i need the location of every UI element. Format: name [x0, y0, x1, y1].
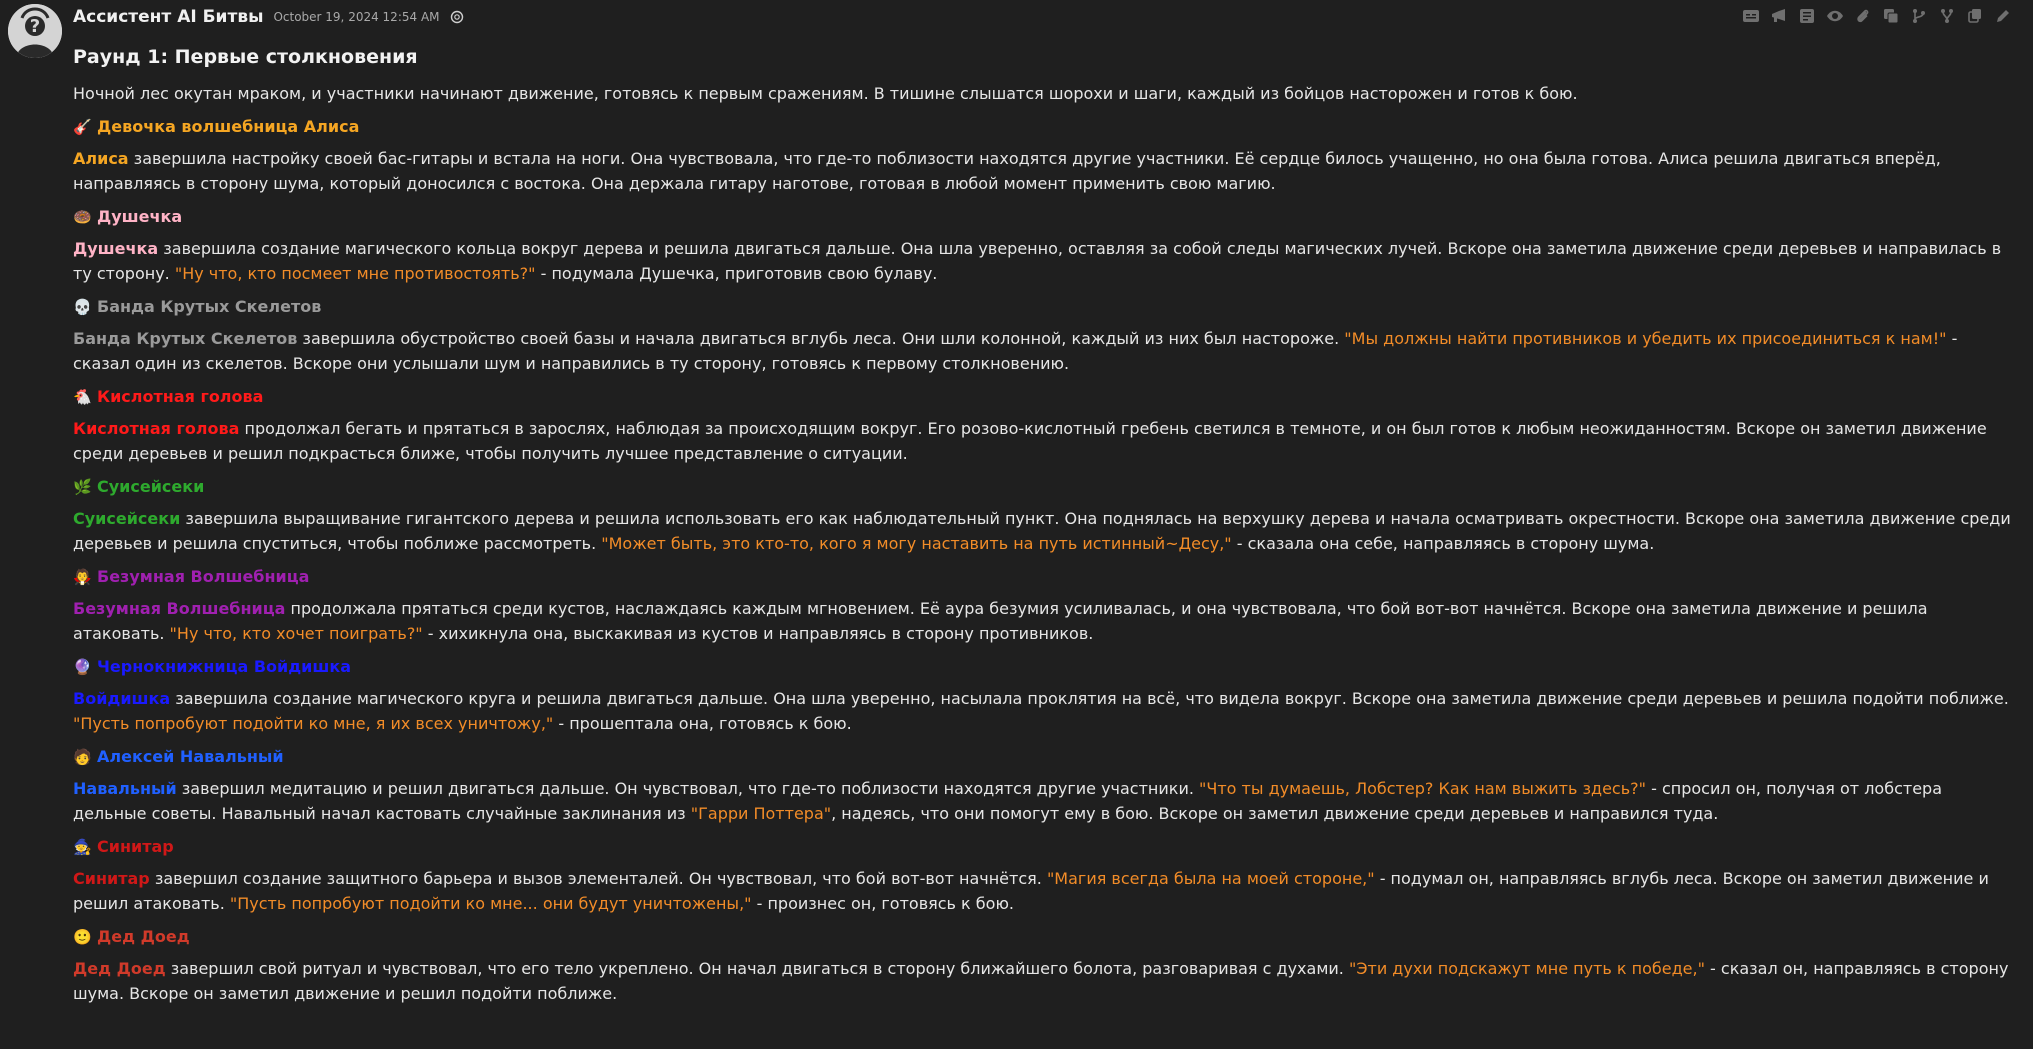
character-text: - сказала она себе, направляясь в сторону шума. [1231, 534, 1655, 553]
mage-icon: 🧙 [73, 838, 92, 856]
character-name: Кислотная голова [73, 419, 240, 438]
character-paragraph [73, 416, 2013, 466]
avatar[interactable] [8, 4, 62, 58]
character-text: - сказал один из скелетов. Вскоре они услышали шум и направились в ту сторону, готовясь к первому столкновению. [73, 329, 1958, 373]
intro-paragraph: Ночной лес окутан мраком, и участники начинают движение, готовясь к первым сражениям. В тишине слышатся шорохи и шаги, каждый из бойцов насторожен и готов к бою. [73, 84, 1578, 103]
message-content [73, 0, 2013, 1006]
character-heading [73, 385, 2013, 409]
eye-icon[interactable] [1825, 6, 1845, 26]
character-block [73, 205, 2013, 286]
character-block [73, 925, 2013, 1006]
character-name: Безумная Волшебница [73, 599, 286, 618]
character-block [73, 385, 2013, 466]
character-text: - хихикнула она, выскакивая из кустов и направляясь в сторону противников. [422, 624, 1094, 643]
character-title: Безумная Волшебница [97, 567, 310, 586]
character-name: Душечка [73, 239, 159, 258]
message-header [73, 0, 2013, 34]
person-icon: 🧑 [73, 748, 92, 766]
character-text: завершил создание защитного барьера и вызов элементалей. Он чувствовал, что бой вот-вот начнётся. [149, 869, 1047, 888]
character-block [73, 655, 2013, 736]
character-paragraph [73, 866, 2013, 916]
character-heading [73, 115, 2013, 139]
character-quote: "Мы должны найти противников и убедить их присоединиться к нам!" [1344, 329, 1947, 348]
character-text: - подумал он, направляясь вглубь леса. Вскоре он заметил движение и решил атаковать. [73, 869, 1989, 913]
character-text: - прошептала она, готовясь к бою. [553, 714, 852, 733]
character-text: завершил свой ритуал и чувствовал, что его тело укреплено. Он начал двигаться в сторону ближайшего болота, разговаривая с духами. [165, 959, 1349, 978]
character-quote: "Магия всегда была на моей стороне," [1046, 869, 1375, 888]
character-text: - спросил он, получая от лобстера дельные советы. Навальный начал кастовать случайные заклинания из [73, 779, 1942, 823]
character-heading [73, 565, 2013, 589]
character-paragraph [73, 776, 2013, 826]
character-quote: "Пусть попробуют подойти ко мне... они будут уничтожены," [229, 894, 752, 913]
character-title: Суисейсеки [97, 477, 205, 496]
vampire-icon: 🧛 [73, 568, 92, 586]
fork-icon[interactable] [1937, 6, 1957, 26]
character-quote: "Что ты думаешь, Лобстер? Как нам выжить здесь?" [1199, 779, 1646, 798]
character-name: Войдишка [73, 689, 171, 708]
character-text: завершила обустройство своей базы и начала двигаться вглубь леса. Они шли колонной, каждый из них был настороже. [297, 329, 1345, 348]
character-title: Кислотная голова [97, 387, 264, 406]
timestamp: October 19, 2024 12:54 AM [273, 10, 440, 24]
username[interactable]: Ассистент AI Битвы [73, 7, 264, 27]
character-text: завершила создание магического круга и решила двигаться дальше. Она шла уверенно, насылала проклятия на всё, что видела вокруг. Вскоре она заметила движение среди деревьев и решила подойти поближе. [170, 689, 2009, 708]
character-text: продолжала прятаться среди кустов, наслаждаясь каждым мгновением. Её аура безумия усиливалась, и она чувствовала, что бой вот-вот начнётся. Вскоре она заметила движение и решила атаковать. [73, 599, 1928, 643]
character-name: Суисейсеки [73, 509, 181, 528]
character-text: продолжал бегать и прятаться в зарослях, наблюдая за происходящим вокруг. Его розово-кислотный гребень светился в темноте, и он был готов к любым неожиданностям. Вскоре он заметил движение среди деревьев и решил подкрасться ближе, чтобы получить лучшее представление о ситуации. [73, 419, 1987, 463]
character-heading [73, 205, 2013, 229]
character-text: , надеясь, что они помогут ему в бою. Вскоре он заметил движение среди деревьев и направился туда. [831, 804, 1719, 823]
character-block [73, 565, 2013, 646]
character-block [73, 475, 2013, 556]
character-title: Синитар [97, 837, 174, 856]
character-quote: "Пусть попробуют подойти ко мне, я их всех уничтожу," [73, 714, 554, 733]
character-text: завершила создание магического кольца вокруг дерева и решила двигаться дальше. Она шла уверенно, оставляя за собой следы магических лучей. Вскоре она заметила движение среди деревьев и направилась в ту сторону. [73, 239, 2002, 283]
character-text: - подумала Душечка, приготовив свою булаву. [535, 264, 938, 283]
openai-icon [450, 10, 464, 24]
character-heading [73, 475, 2013, 499]
character-block [73, 745, 2013, 826]
chicken-icon: 🐔 [73, 388, 92, 406]
edit-icon[interactable] [1993, 6, 2013, 26]
character-name: Алиса [73, 149, 129, 168]
character-paragraph [73, 956, 2013, 1006]
skull-icon: 💀 [73, 298, 92, 316]
character-paragraph [73, 596, 2013, 646]
character-paragraph [73, 326, 2013, 376]
herb-icon: 🌿 [73, 478, 92, 496]
donut-icon: 🍩 [73, 208, 92, 226]
character-title: Чернокнижница Войдишка [97, 657, 351, 676]
character-paragraph [73, 686, 2013, 736]
character-quote: "Ну что, кто хочет поиграть?" [169, 624, 423, 643]
announce-icon[interactable] [1769, 6, 1789, 26]
character-quote: "Гарри Поттера" [690, 804, 832, 823]
character-text: завершила выращивание гигантского дерева и решила использовать его как наблюдательный пункт. Она поднялась на верхушку дерева и начала осматривать окрестности. Вскоре она заметила движение среди деревьев и решила спуститься, чтобы поближе рассмотреть. [73, 509, 2011, 553]
crystal-ball-icon: 🔮 [73, 658, 92, 676]
character-title: Алексей Навальный [97, 747, 284, 766]
character-name: Навальный [73, 779, 177, 798]
tts-icon[interactable] [1741, 6, 1761, 26]
character-quote: "Может быть, это кто-то, кого я могу наставить на путь истинный~Десу," [601, 534, 1232, 553]
character-heading [73, 745, 2013, 769]
character-block [73, 295, 2013, 376]
character-heading [73, 655, 2013, 679]
copy-icon[interactable] [1881, 6, 1901, 26]
character-name: Банда Крутых Скелетов [73, 329, 298, 348]
character-text: - сказал он, направляясь в сторону шума. Вскоре он заметил движение и решил подойти поближе. [73, 959, 2009, 1003]
round-title: Раунд 1: Первые столкновения [73, 46, 418, 68]
character-name: Дед Доед [73, 959, 166, 978]
character-title: Душечка [97, 207, 183, 226]
character-title: Банда Крутых Скелетов [97, 297, 322, 316]
character-heading [73, 925, 2013, 949]
character-name: Синитар [73, 869, 150, 888]
character-title: Дед Доед [97, 927, 190, 946]
character-text: завершил медитацию и решил двигаться дальше. Он чувствовал, что где-то поблизости находятся другие участники. [176, 779, 1200, 798]
guitar-icon: 🎸 [73, 118, 92, 136]
character-paragraph [73, 506, 2013, 556]
character-text: - произнес он, готовясь к бою. [751, 894, 1015, 913]
svg-text:?: ? [29, 16, 41, 37]
character-paragraph [73, 236, 2013, 286]
character-heading [73, 295, 2013, 319]
character-quote: "Ну что, кто посмеет мне противостоять?" [174, 264, 536, 283]
character-paragraph [73, 146, 2013, 196]
message-toolbar [1741, 6, 2013, 26]
mystery-person-icon [8, 4, 62, 58]
attach-icon[interactable] [1853, 6, 1873, 26]
character-block [73, 835, 2013, 916]
face-icon: 🙂 [73, 928, 92, 946]
duplicate-icon[interactable] [1965, 6, 1985, 26]
character-block [73, 115, 2013, 196]
document-icon[interactable] [1797, 6, 1817, 26]
branch-icon[interactable] [1909, 6, 1929, 26]
character-quote: "Эти духи подскажут мне путь к победе," [1348, 959, 1705, 978]
character-title: Девочка волшебница Алиса [97, 117, 360, 136]
character-text: завершила настройку своей бас-гитары и встала на ноги. Она чувствовала, что где-то поблизости находятся другие участники. Её сердце билось учащенно, но она была готова. Алиса решила двигаться вперёд, направляясь в сторону шума, который доносился с востока. Она держала гитару наготове, готовая в любой момент применить свою магию. [73, 149, 1941, 193]
character-heading [73, 835, 2013, 859]
